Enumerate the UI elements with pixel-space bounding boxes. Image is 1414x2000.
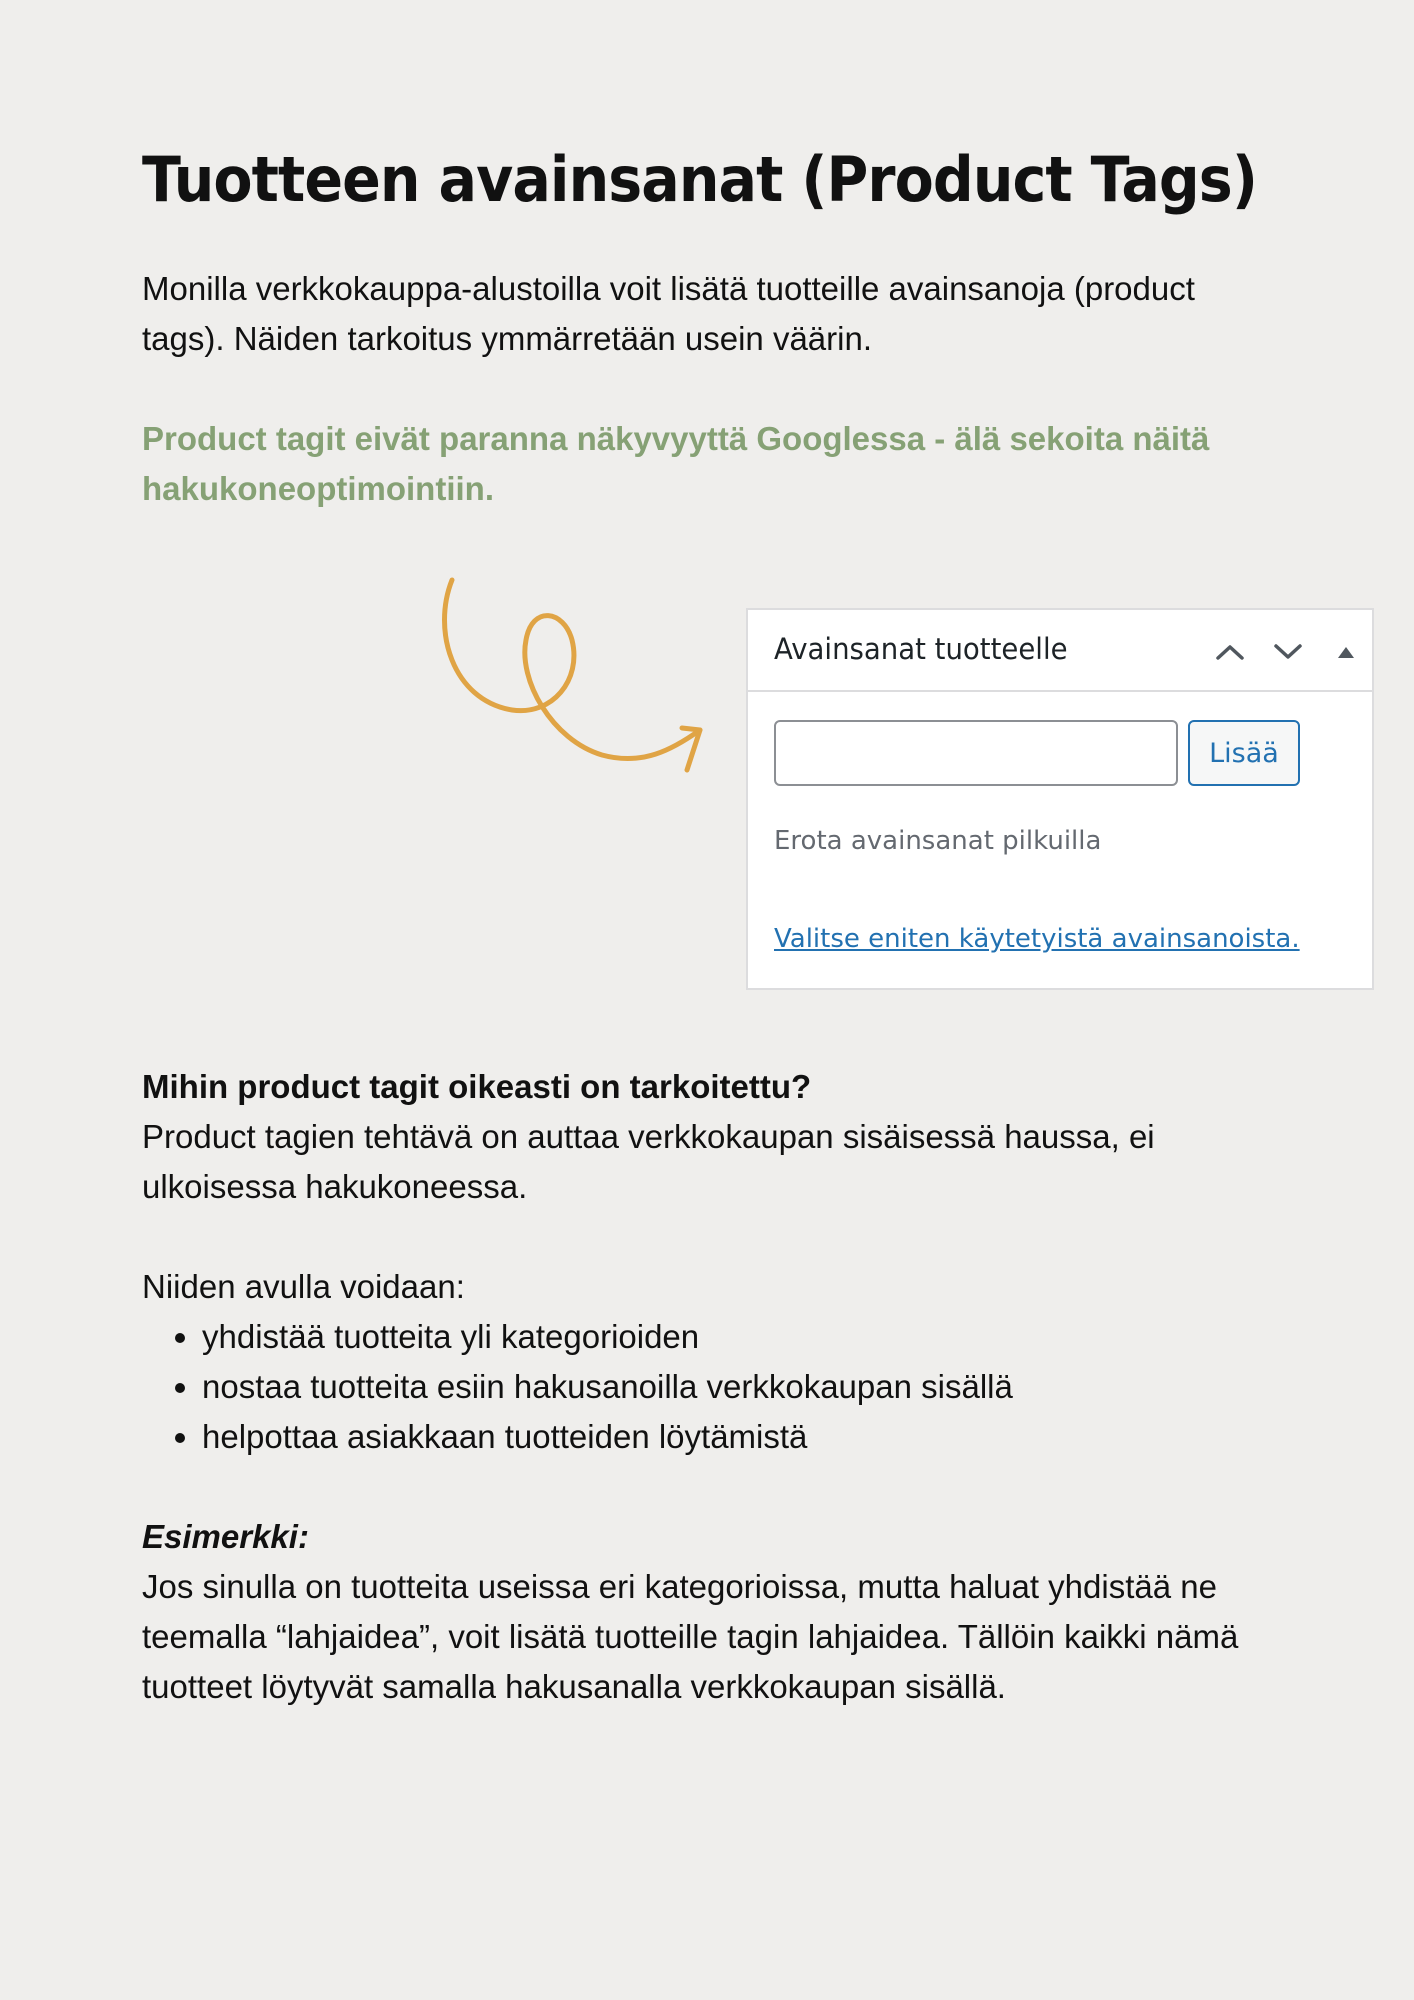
highlight-callout: Product tagit eivät paranna näkyvyyttä Googlessa - älä sekoita näitä hakukoneoptimointiin. — [142, 420, 1210, 507]
product-tags-widget — [746, 608, 1374, 990]
section-heading: Mihin product tagit oikeasti on tarkoitettu? — [142, 1068, 812, 1105]
most-used-tags-link[interactable]: Valitse eniten käytetyistä avainsanoista. — [774, 924, 1300, 954]
chevron-down-icon[interactable] — [1268, 632, 1308, 672]
page-title: Tuotteen avainsanat (Product Tags) — [142, 143, 1257, 216]
example-heading: Esimerkki: — [142, 1518, 309, 1555]
add-tag-button[interactable]: Lisää — [1188, 720, 1300, 786]
list-item: • nostaa tuotteita esiin hakusanoilla verkkokaupan sisällä — [202, 1362, 1013, 1412]
example-body: Jos sinulla on tuotteita useissa eri kategorioissa, mutta haluat yhdistää ne teemalla “lahjaidea”, voit lisätä tuotteille tagin lahjaidea. Tällöin kaikki nämä tuotteet löytyvät samalla hakusanalla verkkokaupan sisällä. — [142, 1568, 1239, 1705]
collapse-triangle-icon[interactable] — [1326, 632, 1366, 672]
chevron-up-icon[interactable] — [1210, 632, 1250, 672]
intro-paragraph: Monilla verkkokauppa-alustoilla voit lisätä tuotteille avainsanoja (product tags). Näiden tarkoitus ymmärretään usein väärin. — [142, 270, 1195, 357]
widget-header — [748, 610, 1372, 692]
tag-input[interactable] — [774, 720, 1178, 786]
list-intro: Niiden avulla voidaan: — [142, 1268, 465, 1305]
curly-arrow-icon — [432, 570, 712, 790]
list-item: • helpottaa asiakkaan tuotteiden löytämistä — [202, 1412, 1013, 1462]
section-body: Product tagien tehtävä on auttaa verkkokaupan sisäisessä haussa, ei ulkoisessa hakukoneessa. — [142, 1118, 1155, 1205]
separator-hint: Erota avainsanat pilkuilla — [774, 826, 1102, 856]
list-item: • yhdistää tuotteita yli kategorioiden — [202, 1312, 1013, 1362]
uses-list — [142, 1312, 1013, 1462]
widget-title: Avainsanat tuotteelle — [774, 632, 1068, 666]
